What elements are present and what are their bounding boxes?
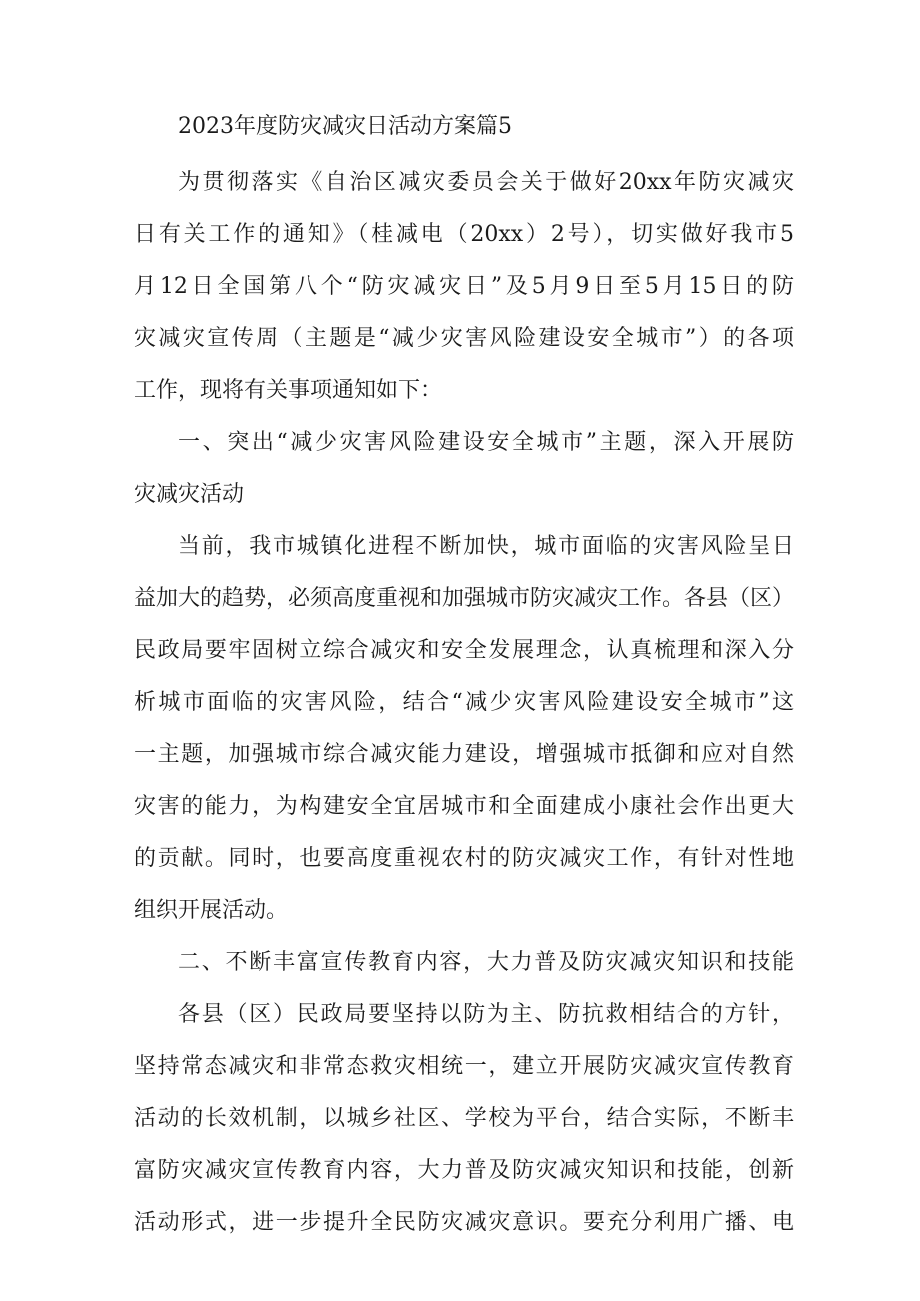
paragraph-1-line-1: 为贯彻落实《自治区减灾委员会关于做好20xx年防灾减灾 [178, 170, 794, 195]
paragraph-5-line-1: 各县（区）民政局要坚持以防为主、防抗救相结合的方针， [178, 1002, 794, 1027]
section-2-heading: 二、不断丰富宣传教育内容，大力普及防灾减灾知识和技能 [178, 950, 794, 975]
section-1-heading-line-2: 灾减灾活动 [134, 482, 245, 507]
paragraph-5-line-5: 活动形式，进一步提升全民防灾减灾意识。要充分利用广播、电 [134, 1210, 794, 1235]
paragraph-3-line-7: 的贡献。同时，也要高度重视农村的防灾减灾工作，有针对性地 [134, 846, 794, 871]
paragraph-3-line-4: 析城市面临的灾害风险，结合“减少灾害风险建设安全城市”这 [134, 690, 794, 715]
paragraph-1-line-2: 日有关工作的通知》（桂减电（20xx）2号），切实做好我市5 [134, 222, 794, 247]
paragraph-3-line-1: 当前，我市城镇化进程不断加快，城市面临的灾害风险呈日 [178, 534, 794, 559]
paragraph-3-line-3: 民政局要牢固树立综合减灾和安全发展理念，认真梳理和深入分 [134, 638, 794, 663]
paragraph-1-line-5: 工作，现将有关事项通知如下： [134, 378, 443, 403]
paragraph-1-line-3: 月12日全国第八个“防灾减灾日”及5月9日至5月15日的防 [134, 274, 794, 299]
paragraph-3-line-5: 一主题，加强城市综合减灾能力建设，增强城市抵御和应对自然 [134, 742, 794, 767]
document-title: 2023年度防灾减灾日活动方案篇5 [178, 114, 512, 139]
paragraph-3-line-8: 组织开展活动。 [134, 898, 289, 923]
paragraph-5-line-2: 坚持常态减灾和非常态救灾相统一，建立开展防灾减灾宣传教育 [134, 1054, 794, 1079]
paragraph-1-line-4: 灾减灾宣传周（主题是“减少灾害风险建设安全城市”）的各项 [134, 326, 794, 351]
paragraph-3-line-6: 灾害的能力，为构建安全宜居城市和全面建成小康社会作出更大 [134, 794, 794, 819]
section-1-heading-line-1: 一、突出“减少灾害风险建设安全城市”主题，深入开展防 [178, 430, 794, 455]
paragraph-5-line-4: 富防灾减灾宣传教育内容，大力普及防灾减灾知识和技能，创新 [134, 1158, 794, 1183]
paragraph-3-line-2: 益加大的趋势，必须高度重视和加强城市防灾减灾工作。各县（区） [134, 586, 795, 611]
paragraph-5-line-3: 活动的长效机制，以城乡社区、学校为平台，结合实际，不断丰 [134, 1106, 794, 1131]
